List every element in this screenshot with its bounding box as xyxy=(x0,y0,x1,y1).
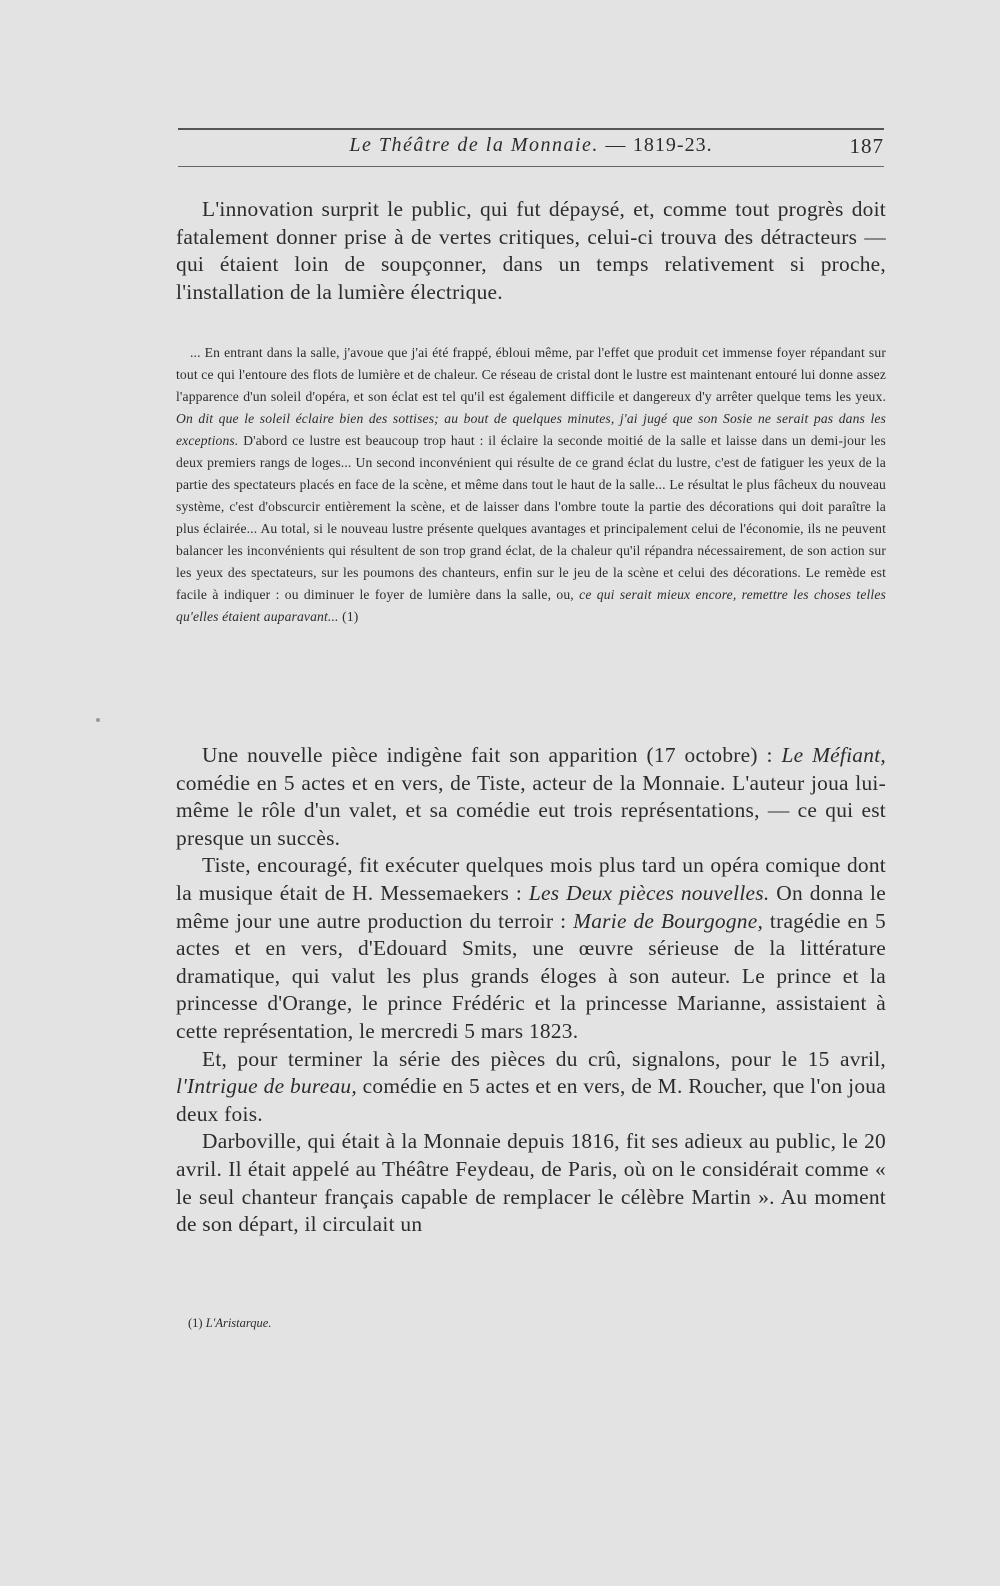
running-title-dash: — xyxy=(605,134,627,156)
quote-text-1: ... En entrant dans la salle, j'avoue que j'ai été frappé, ébloui même, par l'effet que produit cet immense foyer répandant sur tout ce qui l'entoure des flots de lumière et de chaleur. Ce réseau de cristal dont le lustre est maintenant entouré lui donne assez l'apparence d'un soleil d'opéra, et son éclat est tel qu'il est également difficile et dangereux d'y arrêter quelque tems les yeux. xyxy=(176,345,887,404)
quote-italic-2: ce qui serait mieux encore, remettre les choses telles qu'elles étaient auparavant... xyxy=(176,587,886,624)
body-p2-text-c: tragédie en 5 actes et en vers, d'Edouard Smits, une œuvre sérieuse de la littérature dramatique, qui valut les plus grands éloges à son auteur. Le prince et la princesse d'Orange, le prince Frédéric et la princesse Marianne, assistaient à cette représentation, le mercredi 5 mars 1823. xyxy=(176,908,886,1043)
body-paragraph-3 xyxy=(176,1046,886,1129)
body-p1-text-a: Une nouvelle pièce indigène fait son apparition (17 octobre) : xyxy=(202,743,773,767)
body-text xyxy=(176,742,886,1239)
quote-italic-1: On dit que le soleil éclaire bien des sottises; au bout de quelques minutes, j'ai jugé que son Sosie ne serait pas dans les exceptions. xyxy=(176,411,886,448)
header-rule-top xyxy=(178,128,884,130)
block-quote xyxy=(176,342,886,628)
page-number: 187 xyxy=(849,134,884,158)
quote-note-ref: (1) xyxy=(342,609,359,624)
body-p2-text-a: Tiste, encouragé, fit exécuter quelques mois plus tard un opéra comique dont la musique était de H. Messemaekers : xyxy=(176,853,886,905)
footnote-number: (1) xyxy=(188,1316,203,1330)
body-paragraph-1 xyxy=(176,742,886,852)
quote-text-2: D'abord ce lustre est beaucoup trop haut : il éclaire la seconde moitié de la salle et laisse dans un demi-jour les deux premiers rangs de loges... Un second inconvénient qui résulte de ce grand éclat du lustre, c'est de fatiguer les yeux de la partie des spectateurs placés en face de la scène, et même dans tout le haut de la salle... Le résultat le plus fâcheux du nouveau système, c'est d'obscurcir entièrement la scène, et de laisser dans l'ombre toute la partie des décorations qui doit paraître la plus éclairée... Au total, si le nouveau lustre présente quelques avantages et principalement celui de l'économie, ils ne peuvent balancer les inconvénients qui résultent de son trop grand éclat, de la chaleur qu'il répandra nécessairement, de son action sur les yeux des spectateurs, sur les poumons des chanteurs, enfin sur le jeu de la scène et celui des décorations. Le remède est facile à indiquer : ou diminuer le foyer de lumière dans la salle, ou, xyxy=(176,433,886,602)
header-rule-bottom xyxy=(178,166,884,167)
body-p2-text-b: On donna le même jour une autre production du terroir : xyxy=(176,880,886,933)
quote-paragraph xyxy=(176,342,886,628)
paper-speck xyxy=(96,718,100,722)
running-title xyxy=(178,134,884,157)
body-p3-text-b: comédie en 5 actes et en vers, de M. Roucher, que l'on joua deux fois. xyxy=(176,1074,886,1126)
body-paragraph-4: Darboville, qui était à la Monnaie depuis 1816, fit ses adieux au public, le 20 avril. Il était appelé au Théâtre Feydeau, de Paris, où on le considérait comme « le seul chanteur français capable de remplacer le célèbre Martin ». Au moment de son départ, il circulait un xyxy=(176,1129,886,1237)
body-paragraph-2 xyxy=(176,852,886,1045)
intro-paragraph: L'innovation surprit le public, qui fut dépaysé, et, comme tout progrès doit fatalement donner prise à de vertes critiques, celui-ci trouva des détracteurs — qui étaient loin de soupçonner, dans un temps relativement si proche, l'installation de la lumière électrique. xyxy=(176,197,886,304)
body-p1-text-b: comédie en 5 actes et en vers, de Tiste, acteur de la Monnaie. L'auteur joua lui-même le rôle d'un valet, et sa comédie eut trois représentations, — ce qui est presque un succès. xyxy=(176,770,886,850)
running-head xyxy=(178,134,884,164)
work-title-marie-de-bourgogne: Marie de Bourgogne, xyxy=(573,908,764,933)
work-title-le-mefiant: Le Méfiant, xyxy=(781,743,886,767)
work-title-deux-pieces: Les Deux pièces nouvelles. xyxy=(528,880,770,905)
running-title-text: Le Théâtre de la Monnaie. xyxy=(349,134,599,156)
running-title-years: 1819-23. xyxy=(632,134,713,156)
footnote-text: L'Aristarque. xyxy=(205,1316,272,1330)
footnote xyxy=(188,1316,271,1331)
body-p3-text-a: Et, pour terminer la série des pièces du crû, signalons, pour le 15 avril, xyxy=(202,1046,886,1071)
intro-paragraph-block xyxy=(176,196,886,306)
work-title-intrigue-de-bureau: l'Intrigue de bureau, xyxy=(176,1074,357,1099)
